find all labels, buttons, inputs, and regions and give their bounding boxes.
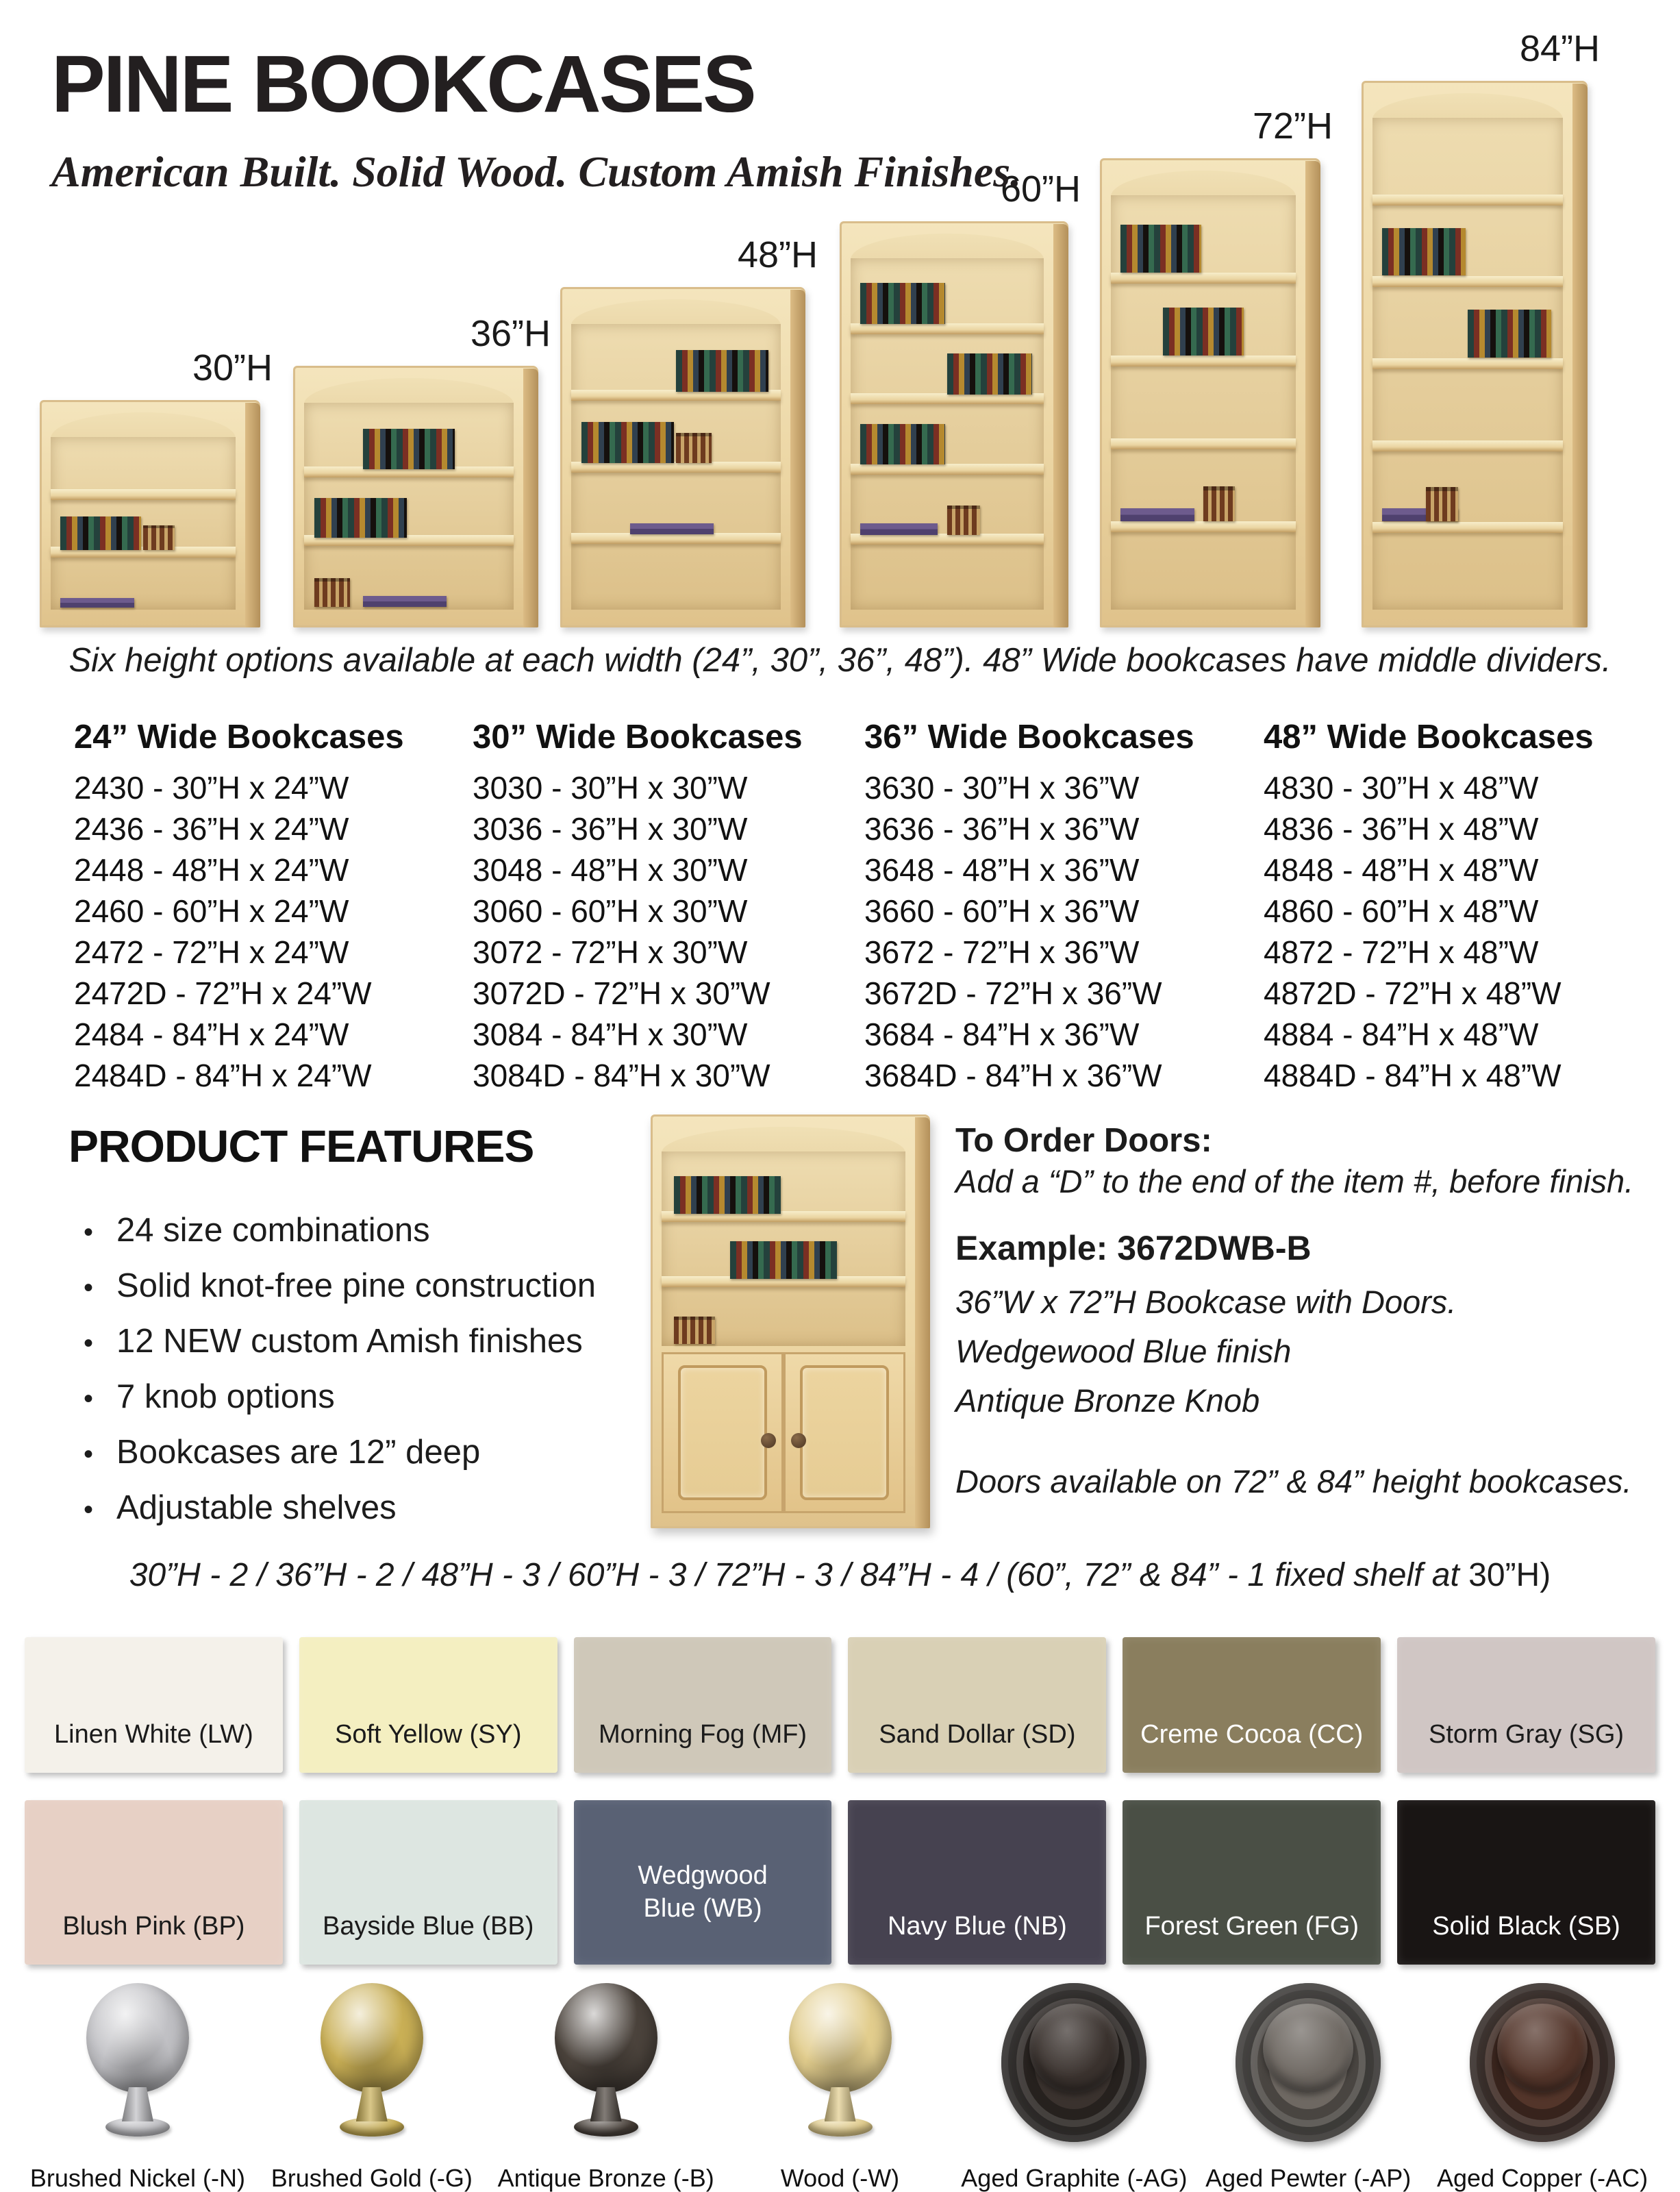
page-header: [51, 39, 1022, 197]
knob-grid: [0, 1983, 1680, 2192]
feature-text: 7 knob options: [116, 1378, 335, 1415]
catalog-item: 4830 - 30”H x 48”W: [1264, 770, 1539, 806]
catalog-item: 4860 - 60”H x 48”W: [1264, 893, 1539, 929]
books-decoration: [581, 422, 674, 463]
swatch-label: Soft Yellow (SY): [335, 1720, 522, 1749]
books-decoration: [60, 516, 142, 550]
height-label-60: 60”H: [1000, 169, 1081, 210]
shelf: [851, 534, 1044, 545]
catalog-item: 3672 - 72”H x 36”W: [864, 934, 1140, 970]
swatch-label: Linen White (LW): [54, 1720, 253, 1749]
catalog-item: 2448 - 48”H x 24”W: [74, 852, 349, 888]
doors-heading: To Order Doors:: [955, 1122, 1212, 1159]
arch-top-rail: [51, 412, 236, 438]
door-panel-inset: [678, 1365, 768, 1500]
shelf: [51, 489, 236, 500]
catalog-item: 3684D - 84”H x 36”W: [864, 1058, 1162, 1093]
stacked-books-decoration: [860, 523, 938, 534]
swatch-wedgwood-blue: [574, 1800, 832, 1965]
swatch-label: Morning Fog (MF): [599, 1720, 807, 1749]
door-panel-inset: [800, 1365, 890, 1500]
doors-availability: Doors available on 72” & 84” height bookcases.: [955, 1463, 1632, 1499]
swatch-sand-dollar: [848, 1637, 1106, 1773]
catalog-item: 3072 - 72”H x 30”W: [473, 934, 748, 970]
catalog-column-48w: [1264, 718, 1651, 1096]
swatch-label: Sand Dollar (SD): [879, 1720, 1076, 1749]
bookcase-interior: [304, 403, 514, 610]
knob-aged-copper: [1425, 1983, 1659, 2192]
swatch-forest-green: [1123, 1800, 1381, 1965]
books-decoration: [1382, 228, 1466, 275]
doors-panel: [662, 1352, 905, 1513]
catalog-item: 2430 - 30”H x 24”W: [74, 770, 349, 806]
doors-instruction: Add a “D” to the end of the item #, before finish.: [955, 1163, 1634, 1199]
bookcase-interior: [1111, 195, 1296, 610]
catalog-item: 2472D - 72”H x 24”W: [74, 975, 372, 1011]
page-subtitle: American Built. Solid Wood. Custom Amish Finishes.: [51, 147, 1022, 196]
shelf: [1372, 358, 1563, 369]
catalog-item: 2472 - 72”H x 24”W: [74, 934, 349, 970]
door-knob-icon: [761, 1433, 776, 1448]
catalog-item: 3636 - 36”H x 36”W: [864, 811, 1140, 847]
catalog-item: 3072D - 72”H x 30”W: [473, 975, 770, 1011]
lantern-decoration: [314, 578, 350, 607]
case-side-panel: [790, 290, 805, 627]
bullet-icon: •: [84, 1384, 94, 1414]
doors-example-detail: Antique Bronze Knob: [955, 1382, 1260, 1419]
books-decoration: [860, 424, 945, 465]
shelf-count-note: [0, 1556, 1680, 1594]
knob-ring: [1236, 1983, 1381, 2142]
bookcase-photo-48h: [560, 287, 805, 627]
swatch-label: Forest Green (FG): [1144, 1912, 1359, 1941]
height-label-72: 72”H: [1252, 105, 1333, 147]
catalog-item: 4872 - 72”H x 48”W: [1264, 934, 1539, 970]
catalog-item: 3060 - 60”H x 30”W: [473, 893, 748, 929]
knob-head: [86, 1983, 189, 2093]
swatch-label: Blush Pink (BP): [62, 1912, 245, 1941]
stacked-books-decoration: [363, 596, 447, 607]
shelf: [851, 464, 1044, 475]
shelf: [1372, 276, 1563, 287]
lantern-decoration: [1203, 486, 1235, 521]
arch-top-rail: [571, 299, 781, 325]
bookcase-36h: [293, 312, 551, 627]
shelf: [1111, 521, 1296, 532]
books-decoration: [674, 1176, 781, 1214]
catalog-item: 3630 - 30”H x 36”W: [864, 770, 1140, 806]
books-decoration: [1468, 310, 1551, 357]
knob-neck: [356, 2087, 388, 2121]
case-side-panel: [1305, 161, 1320, 627]
arch-top-rail: [304, 378, 514, 404]
knob-label: Antique Bronze (-B): [497, 2164, 714, 2192]
bullet-icon: •: [84, 1439, 94, 1469]
doors-example-code: Example: 3672DWB-B: [955, 1229, 1312, 1267]
arch-top-rail: [1372, 93, 1563, 119]
shelf: [1372, 522, 1563, 533]
arch-top-rail: [1111, 171, 1296, 197]
knob-options: [0, 1983, 1680, 2192]
bookcase-photo-84h: [1362, 81, 1588, 627]
case-side-panel: [1053, 224, 1068, 627]
swatch-label: Bayside Blue (BB): [323, 1912, 534, 1941]
catalog-item: 2484D - 84”H x 24”W: [74, 1058, 372, 1093]
feature-item: [68, 1315, 644, 1370]
column-header: 48” Wide Bookcases: [1264, 719, 1594, 756]
books-decoration: [860, 283, 945, 324]
knob-neck: [825, 2087, 856, 2121]
swatch-soft-yellow: [299, 1637, 557, 1773]
knob-photo: [1001, 1983, 1146, 2154]
swatch-label: Solid Black (SB): [1432, 1912, 1620, 1941]
knob-brushed-nickel: [21, 1983, 255, 2192]
lantern-decoration: [947, 506, 980, 535]
column-header: 30” Wide Bookcases: [473, 719, 803, 756]
books-decoration: [947, 353, 1032, 395]
lantern-decoration: [143, 525, 175, 549]
knob-aged-pewter: [1191, 1983, 1425, 2192]
catalog-item: 3648 - 48”H x 36”W: [864, 852, 1140, 888]
catalog-column-24w: [74, 718, 461, 1096]
catalog-item: 2460 - 60”H x 24”W: [74, 893, 349, 929]
shelf: [1111, 438, 1296, 449]
case-side-panel: [523, 369, 538, 627]
catalog-item: 2436 - 36”H x 24”W: [74, 811, 349, 847]
door-knob-icon: [791, 1433, 806, 1448]
books-decoration: [314, 498, 407, 538]
shelf: [1372, 195, 1563, 206]
catalog-column-30w: [473, 718, 860, 1096]
bullet-icon: •: [84, 1495, 94, 1525]
knob-photo: [789, 1983, 892, 2154]
swatch-storm-gray: [1397, 1637, 1655, 1773]
lantern-decoration: [676, 433, 712, 463]
height-label-30: 30”H: [192, 347, 273, 388]
feature-text: Adjustable shelves: [116, 1489, 397, 1526]
catalog-item: 4848 - 48”H x 48”W: [1264, 852, 1539, 888]
swatch-solid-black: [1397, 1800, 1655, 1965]
swatch-navy-blue: [848, 1800, 1106, 1965]
catalog-column-36w: [864, 718, 1251, 1096]
knob-photo: [555, 1983, 657, 2154]
knob-photo: [1236, 1983, 1381, 2154]
height-label-48: 48”H: [737, 234, 818, 275]
stacked-books-decoration: [1120, 508, 1194, 521]
bookcase-72h: [1100, 105, 1333, 627]
bookcase-interior: [571, 324, 781, 610]
knob-label: Aged Graphite (-AG): [961, 2164, 1188, 2192]
bookcase-photo-36h: [293, 366, 538, 627]
knob-head: [555, 1983, 657, 2093]
shelf-note-italic: 30”H - 2 / 36”H - 2 / 48”H - 3 / 60”H - 3 / 72”H - 3 / 84”H - 4 / (60”, 72” & 84” - 1 fixed shelf at: [129, 1557, 1469, 1593]
catalog-item: 3030 - 30”H x 30”W: [473, 770, 748, 806]
bookcase-with-doors-photo: [651, 1114, 930, 1528]
catalog-item: 4884D - 84”H x 48”W: [1264, 1058, 1562, 1093]
catalog-item: 3084D - 84”H x 30”W: [473, 1058, 770, 1093]
door-right: [783, 1352, 905, 1513]
knob-label: Aged Copper (-AC): [1437, 2164, 1648, 2192]
height-label-36: 36”H: [470, 313, 551, 354]
doors-example-detail: 36”W x 72”H Bookcase with Doors.: [955, 1284, 1457, 1320]
feature-item: [68, 1481, 644, 1536]
shelf: [851, 323, 1044, 334]
catalog-item: 2484 - 84”H x 24”W: [74, 1017, 349, 1052]
size-catalog: [0, 718, 1680, 1101]
case-side-panel: [1572, 84, 1588, 627]
swatch-label: Wedgwood Blue (WB): [638, 1861, 768, 1923]
swatch-bayside-blue: [299, 1800, 557, 1965]
feature-text: 24 size combinations: [116, 1212, 430, 1249]
knob-head: [789, 1983, 892, 2093]
swatch-morning-fog: [574, 1637, 832, 1773]
catalog-item: 3048 - 48”H x 30”W: [473, 852, 748, 888]
feature-item: [68, 1425, 644, 1481]
features-heading: PRODUCT FEATURES: [68, 1121, 534, 1171]
case-side-panel: [245, 403, 260, 627]
bookcase-photo-30h: [40, 400, 260, 627]
catalog-item: 4836 - 36”H x 48”W: [1264, 811, 1539, 847]
catalog-item: 3672D - 72”H x 36”W: [864, 975, 1162, 1011]
stacked-books-decoration: [60, 598, 134, 607]
swatch-linen-white: [25, 1637, 283, 1773]
bookcase-interior: [1372, 118, 1563, 610]
knob-photo: [86, 1983, 189, 2154]
shelf: [851, 393, 1044, 404]
knob-label: Brushed Gold (-G): [271, 2164, 473, 2192]
feature-text: Bookcases are 12” deep: [116, 1434, 481, 1471]
knob-neck: [122, 2087, 153, 2121]
stacked-books-decoration: [630, 523, 714, 535]
books-decoration: [1120, 225, 1202, 273]
catalog-item: 3660 - 60”H x 36”W: [864, 893, 1140, 929]
swatch-label: Creme Cocoa (CC): [1140, 1720, 1364, 1749]
door-left: [662, 1352, 783, 1513]
lantern-decoration: [674, 1317, 716, 1344]
doors-example-detail: Wedgewood Blue finish: [955, 1333, 1292, 1369]
knob-wood: [723, 1983, 957, 2192]
knob-label: Brushed Nickel (-N): [29, 2164, 245, 2192]
feature-item: [68, 1370, 644, 1425]
lantern-decoration: [1426, 487, 1458, 521]
catalog-item: 3684 - 84”H x 36”W: [864, 1017, 1140, 1052]
arch-top-rail: [662, 1127, 905, 1153]
knob-head: [321, 1983, 423, 2093]
books-decoration: [730, 1241, 838, 1279]
features-list: [68, 1204, 644, 1536]
shelf-note-upright: 30”H): [1468, 1557, 1551, 1593]
bookcase-60h: [840, 168, 1081, 627]
column-header: 24” Wide Bookcases: [74, 719, 404, 756]
bookcase-interior: [51, 437, 236, 610]
bullet-icon: •: [84, 1273, 94, 1303]
catalog-item: 3084 - 84”H x 30”W: [473, 1017, 748, 1052]
bookcase-84h: [1362, 27, 1600, 627]
catalog-item: 4884 - 84”H x 48”W: [1264, 1017, 1539, 1052]
finish-swatches: [0, 1637, 1680, 1965]
books-decoration: [676, 350, 768, 391]
books-decoration: [1163, 308, 1244, 356]
knob-brushed-gold: [255, 1983, 489, 2192]
product-features: [68, 1120, 644, 1536]
shelf: [1111, 356, 1296, 366]
books-decoration: [363, 429, 455, 469]
swatch-row-1: [0, 1637, 1680, 1773]
bookcase-photo-60h: [840, 221, 1068, 627]
page-title: PINE BOOKCASES: [51, 39, 755, 129]
column-header: 36” Wide Bookcases: [864, 719, 1194, 756]
height-label-84: 84”H: [1519, 28, 1600, 69]
knob-ring: [1001, 1983, 1146, 2142]
knob-neck: [590, 2087, 622, 2121]
feature-text: 12 NEW custom Amish finishes: [116, 1323, 583, 1360]
catalog-item: 4872D - 72”H x 48”W: [1264, 975, 1562, 1011]
bullet-icon: •: [84, 1328, 94, 1358]
swatch-row-2: [0, 1800, 1680, 1965]
bookcase-48h: [560, 234, 818, 627]
features-band: [0, 1106, 1680, 1586]
bookcase-photo-72h: [1100, 158, 1320, 627]
knob-ring: [1470, 1983, 1615, 2142]
intro-line: Six height options available at each width (24”, 30”, 36”, 48”). 48” Wide bookcases have middle dividers.: [68, 642, 1612, 679]
bullet-icon: •: [84, 1217, 94, 1247]
swatch-label: Navy Blue (NB): [887, 1912, 1067, 1941]
feature-item: [68, 1259, 644, 1315]
knob-label: Wood (-W): [780, 2164, 900, 2192]
bookcase-interior: [851, 258, 1044, 610]
arch-top-rail: [851, 234, 1044, 260]
knob-label: Aged Pewter (-AP): [1205, 2164, 1412, 2192]
swatch-blush-pink: [25, 1800, 283, 1965]
knob-photo: [1470, 1983, 1615, 2154]
bookcase-interior: [662, 1151, 905, 1346]
shelf: [1111, 273, 1296, 284]
swatch-creme-cocoa: [1123, 1637, 1381, 1773]
swatch-label: Storm Gray (SG): [1429, 1720, 1625, 1749]
feature-item: [68, 1204, 644, 1259]
knob-antique-bronze: [489, 1983, 723, 2192]
shelf: [1372, 440, 1563, 451]
knob-photo: [321, 1983, 423, 2154]
case-side-panel: [915, 1117, 930, 1528]
bookcase-30h: [40, 347, 273, 627]
feature-text: Solid knot-free pine construction: [116, 1267, 597, 1304]
catalog-item: 3036 - 36”H x 30”W: [473, 811, 748, 847]
knob-aged-graphite: [957, 1983, 1191, 2192]
